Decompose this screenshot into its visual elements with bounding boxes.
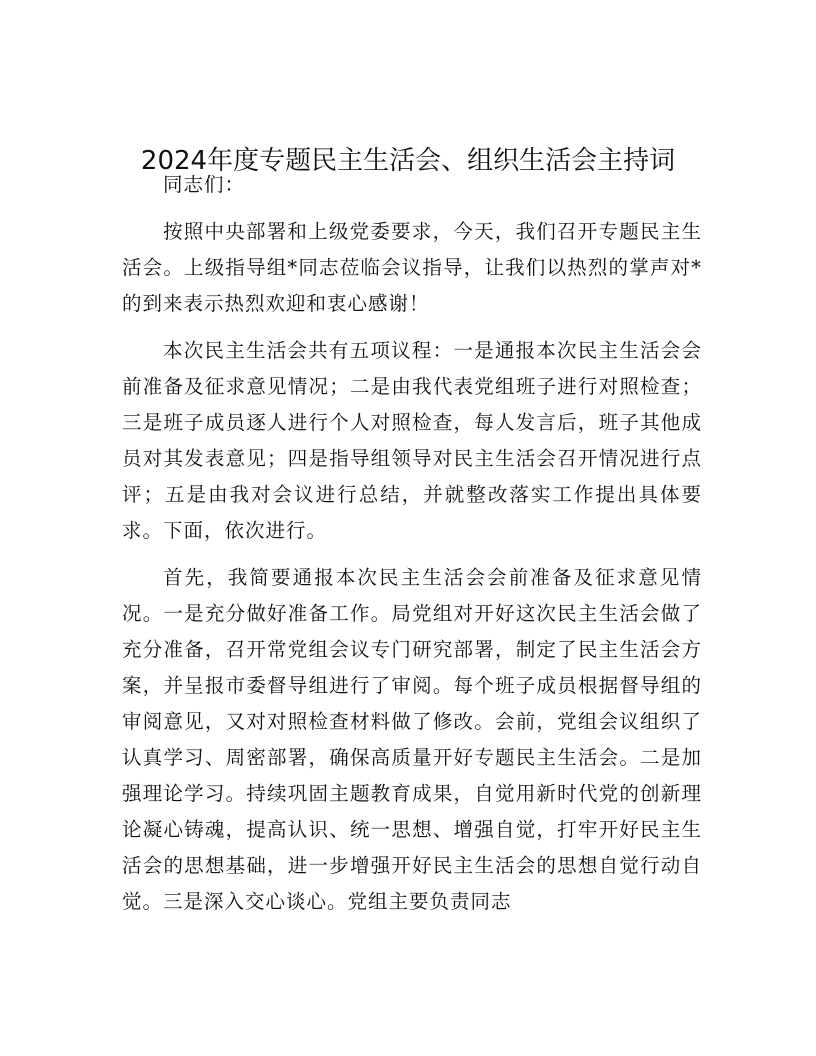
greeting-line: 同志们： — [163, 173, 246, 196]
paragraph-opening: 按照中央部署和上级党委要求，今天，我们召开专题民主生活会。上级指导组*同志莅临会议指导，让我们以热烈的掌声对*的到来表示热烈欢迎和衷心感谢！ — [122, 220, 702, 315]
document-body — [122, 167, 702, 931]
paragraph-agenda: 本次民主生活会共有五项议程：一是通报本次民主生活会会前准备及征求意见情况；二是由我代表党组班子进行对照检查；三是班子成员逐人进行个人对照检查，每人发言后，班子其他成员对其发表意见；四是指导组领导对民主生活会召开情况进行点评；五是由我对会议进行总结，并就整改落实工作提出具体要求。下面，依次进行。 — [122, 339, 702, 542]
document-title: 2024年度专题民主生活会、组织生活会主持词 — [140, 146, 676, 176]
paragraph-preparation: 首先，我简要通报本次民主生活会会前准备及征求意见情况。一是充分做好准备工作。局党组对开好这次民主生活会做了充分准备，召开常党组会议专门研究部署，制定了民主生活会方案，并呈报市委督导组进行了审阅。每个班子成员根据督导组的审阅意见，又对对照检查材料做了修改。会前，党组会议组织了认真学习、周密部署，确保高质量开好专题民主生活会。二是加强理论学习。持续巩固主题教育成果，自觉用新时代党的创新理论凝心铸魂，提高认识、统一思想、增强自觉，打牢开好民主生活会的思想基础，进一步增强开好民主生活会的思想自觉行动自觉。三是深入交心谈心。党组主要负责同志 — [122, 566, 702, 913]
